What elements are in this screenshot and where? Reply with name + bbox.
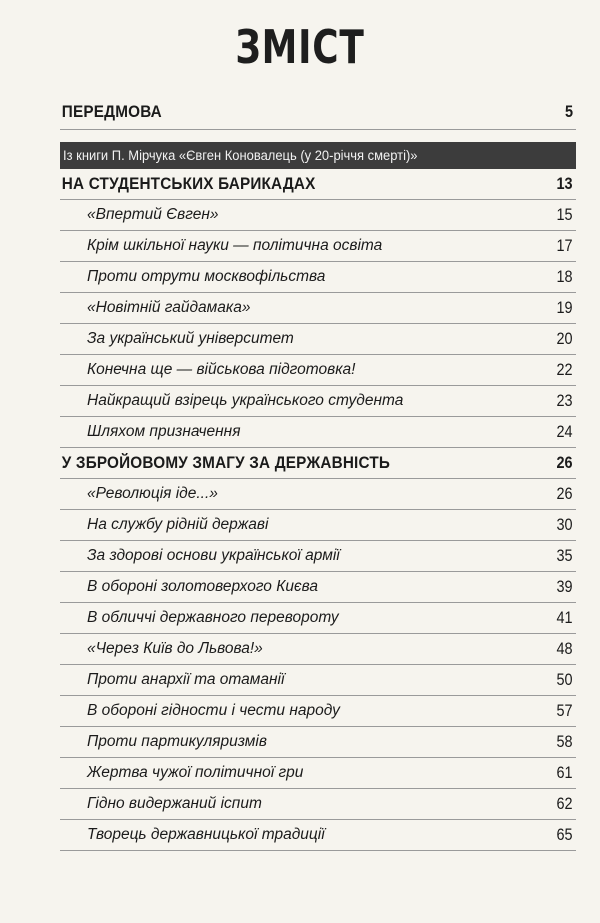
toc-entry-page: 30 — [556, 515, 573, 534]
toc-entry-row[interactable] — [60, 541, 576, 572]
section-heading-page: 26 — [556, 453, 573, 472]
toc-entry-row[interactable] — [60, 572, 576, 603]
toc-entry-label: Найкращий взірець українського студента — [87, 392, 404, 409]
toc-entry-label: Гідно видержаний іспит — [87, 795, 262, 812]
toc-entry-label: «Новітній гайдамака» — [87, 299, 251, 316]
preface-label: ПЕРЕДМОВА — [61, 101, 162, 121]
toc-entry-label: За український університет — [87, 330, 294, 347]
toc-entry-page: 19 — [556, 298, 573, 317]
toc-entry-label: На службу рідній державі — [87, 516, 269, 533]
toc-entry-page: 17 — [556, 236, 573, 255]
toc-entry-page: 22 — [556, 360, 573, 379]
toc-entry-row[interactable] — [60, 758, 576, 789]
toc-entry-page: 23 — [556, 391, 573, 410]
toc-entry-label: Проти отрути москвофільства — [87, 268, 326, 285]
section-heading-page: 13 — [556, 174, 573, 193]
toc-section-heading[interactable] — [60, 448, 576, 479]
toc-entry-page: 41 — [556, 608, 573, 627]
toc-entry-row[interactable] — [60, 820, 576, 851]
toc-entry-label: Шляхом призначення — [87, 423, 241, 440]
toc-entry-row[interactable] — [60, 262, 576, 293]
toc-entry-row[interactable] — [60, 603, 576, 634]
toc-entry-label: Конечна ще — військова підготовка! — [87, 361, 356, 378]
toc-entry-row[interactable] — [60, 231, 576, 262]
toc-entry-page: 35 — [556, 546, 573, 565]
toc-entry-label: «Впертий Євген» — [87, 206, 219, 223]
toc-entry-page: 39 — [556, 577, 573, 596]
toc-entry-row[interactable] — [60, 510, 576, 541]
toc-entry-row[interactable] — [60, 665, 576, 696]
toc-entry-page: 65 — [556, 825, 573, 844]
toc-entry-label: За здорові основи української армії — [87, 547, 340, 564]
toc-entry-row[interactable] — [60, 200, 576, 231]
toc-entry-label: Крім шкільної науки — політична освіта — [87, 237, 383, 254]
section-heading-label: НА СТУДЕНТСЬКИХ БАРИКАДАХ — [61, 174, 316, 193]
toc-sections — [60, 169, 576, 851]
toc-entry-row[interactable] — [60, 696, 576, 727]
toc-entry-page: 62 — [556, 794, 573, 813]
toc-entry-page: 50 — [556, 670, 573, 689]
preface-page: 5 — [564, 101, 573, 121]
toc-section-heading[interactable] — [60, 169, 576, 200]
toc-entry-page: 24 — [556, 422, 573, 441]
table-of-contents — [60, 94, 576, 851]
toc-entry-label: Проти анархії та отаманії — [87, 671, 285, 688]
toc-preface-row[interactable] — [60, 94, 576, 130]
section-heading-label: У ЗБРОЙОВОМУ ЗМАГУ ЗА ДЕРЖАВНІСТЬ — [61, 453, 391, 472]
toc-entry-page: 61 — [556, 763, 573, 782]
toc-entry-page: 18 — [556, 267, 573, 286]
toc-entry-label: Творець державницької традиції — [87, 826, 325, 843]
source-note-bar — [60, 142, 576, 169]
toc-entry-row[interactable] — [60, 634, 576, 665]
toc-entry-label: В обороні гідности і чести народу — [87, 702, 340, 719]
toc-entry-row[interactable] — [60, 355, 576, 386]
toc-entry-row[interactable] — [60, 789, 576, 820]
toc-entry-label: Жертва чужої політичної гри — [87, 764, 304, 781]
toc-entry-row[interactable] — [60, 293, 576, 324]
toc-entry-page: 48 — [556, 639, 573, 658]
toc-entry-page: 20 — [556, 329, 573, 348]
page-title: ЗМІСТ — [235, 20, 365, 74]
toc-entry-row[interactable] — [60, 417, 576, 448]
toc-entry-label: В обличчі державного перевороту — [87, 609, 339, 626]
toc-entry-label: В обороні золотоверхого Києва — [87, 578, 319, 595]
toc-entry-page: 58 — [556, 732, 573, 751]
toc-entry-row[interactable] — [60, 727, 576, 758]
toc-entry-label: «Революція іде...» — [87, 485, 218, 502]
toc-entry-row[interactable] — [60, 386, 576, 417]
toc-entry-row[interactable] — [60, 479, 576, 510]
source-note: Із книги П. Мірчука «Євген Коновалець (у 20-річчя смерті)» — [63, 148, 418, 163]
toc-entry-label: «Через Київ до Львова!» — [87, 640, 263, 657]
toc-entry-row[interactable] — [60, 324, 576, 355]
toc-entry-page: 15 — [556, 205, 573, 224]
toc-entry-page: 57 — [556, 701, 573, 720]
toc-entry-label: Проти партикуляризмів — [87, 733, 267, 750]
toc-entry-page: 26 — [556, 484, 573, 503]
